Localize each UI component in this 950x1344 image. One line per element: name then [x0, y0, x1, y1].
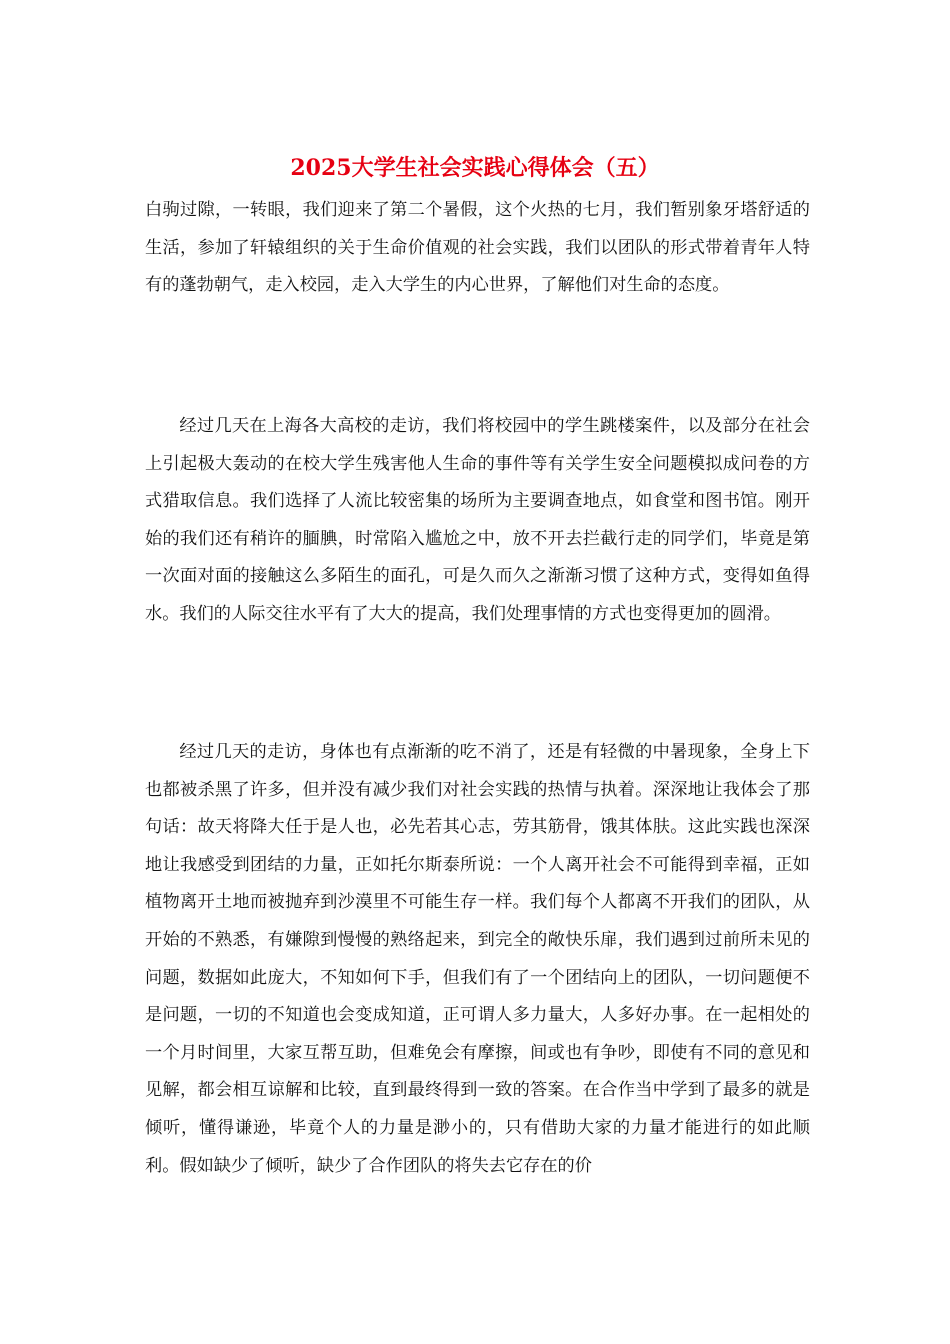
document-title: 2025大学生社会实践心得体会（五）: [290, 155, 660, 181]
paragraph-1: 白驹过隙，一转眼，我们迎来了第二个暑假，这个火热的七月，我们暂别象牙塔舒适的生活，参加了轩辕组织的关于生命价值观的社会实践，我们以团队的形式带着青年人特有的蓬勃朝气，走入校园，走入大学生的内心世界，了解他们对生命的态度。: [145, 200, 810, 296]
paragraph-3: 经过几天的走访，身体也有点渐渐的吃不消了，还是有轻微的中暑现象，全身上下也都被杀黑了许多，但并没有减少我们对社会实践的热情与执着。深深地让我体会了那句话：故天将降大任于是人也，必先若其心志，劳其筋骨，饿其体肤。这此实践也深深地让我感受到团结的力量，正如托尔斯泰所说：一个人离开社会不可能得到幸福，正如植物离开土地而被抛弃到沙漠里不可能生存一样。我们每个人都离不开我们的团队，从开始的不熟悉，有嫌隙到慢慢的熟络起来，到完全的敞快乐扉，我们遇到过前所未见的问题，数据如此庞大，不知如何下手，但我们有了一个团结向上的团队，一切问题便不是问题，一切的不知道也会变成知道，正可谓人多力量大，人多好办事。在一起相处的一个月时间里，大家互帮互助，但难免会有摩擦，间或也有争吵，即使有不同的意见和见解，都会相互谅解和比较，直到最终得到一致的答案。在合作当中学到了最多的就是倾听，懂得谦逊，毕竟个人的力量是渺小的，只有借助大家的力量才能进行的如此顺利。假如缺少了倾听，缺少了合作团队的将失去它存在的价: [145, 742, 810, 1176]
paragraph-2: 经过几天在上海各大高校的走访，我们将校园中的学生跳楼案件，以及部分在社会上引起极大轰动的在校大学生残害他人生命的事件等有关学生安全问题模拟成问卷的方式猎取信息。我们选择了人流比较密集的场所为主要调查地点，如食堂和图书馆。刚开始的我们还有稍许的腼腆，时常陷入尴尬之中，放不开去拦截行走的同学们，毕竟是第一次面对面的接触这么多陌生的面孔，可是久而久之渐渐习惯了这种方式，变得如鱼得水。我们的人际交往水平有了大大的提高，我们处理事情的方式也变得更加的圆滑。: [145, 416, 810, 624]
